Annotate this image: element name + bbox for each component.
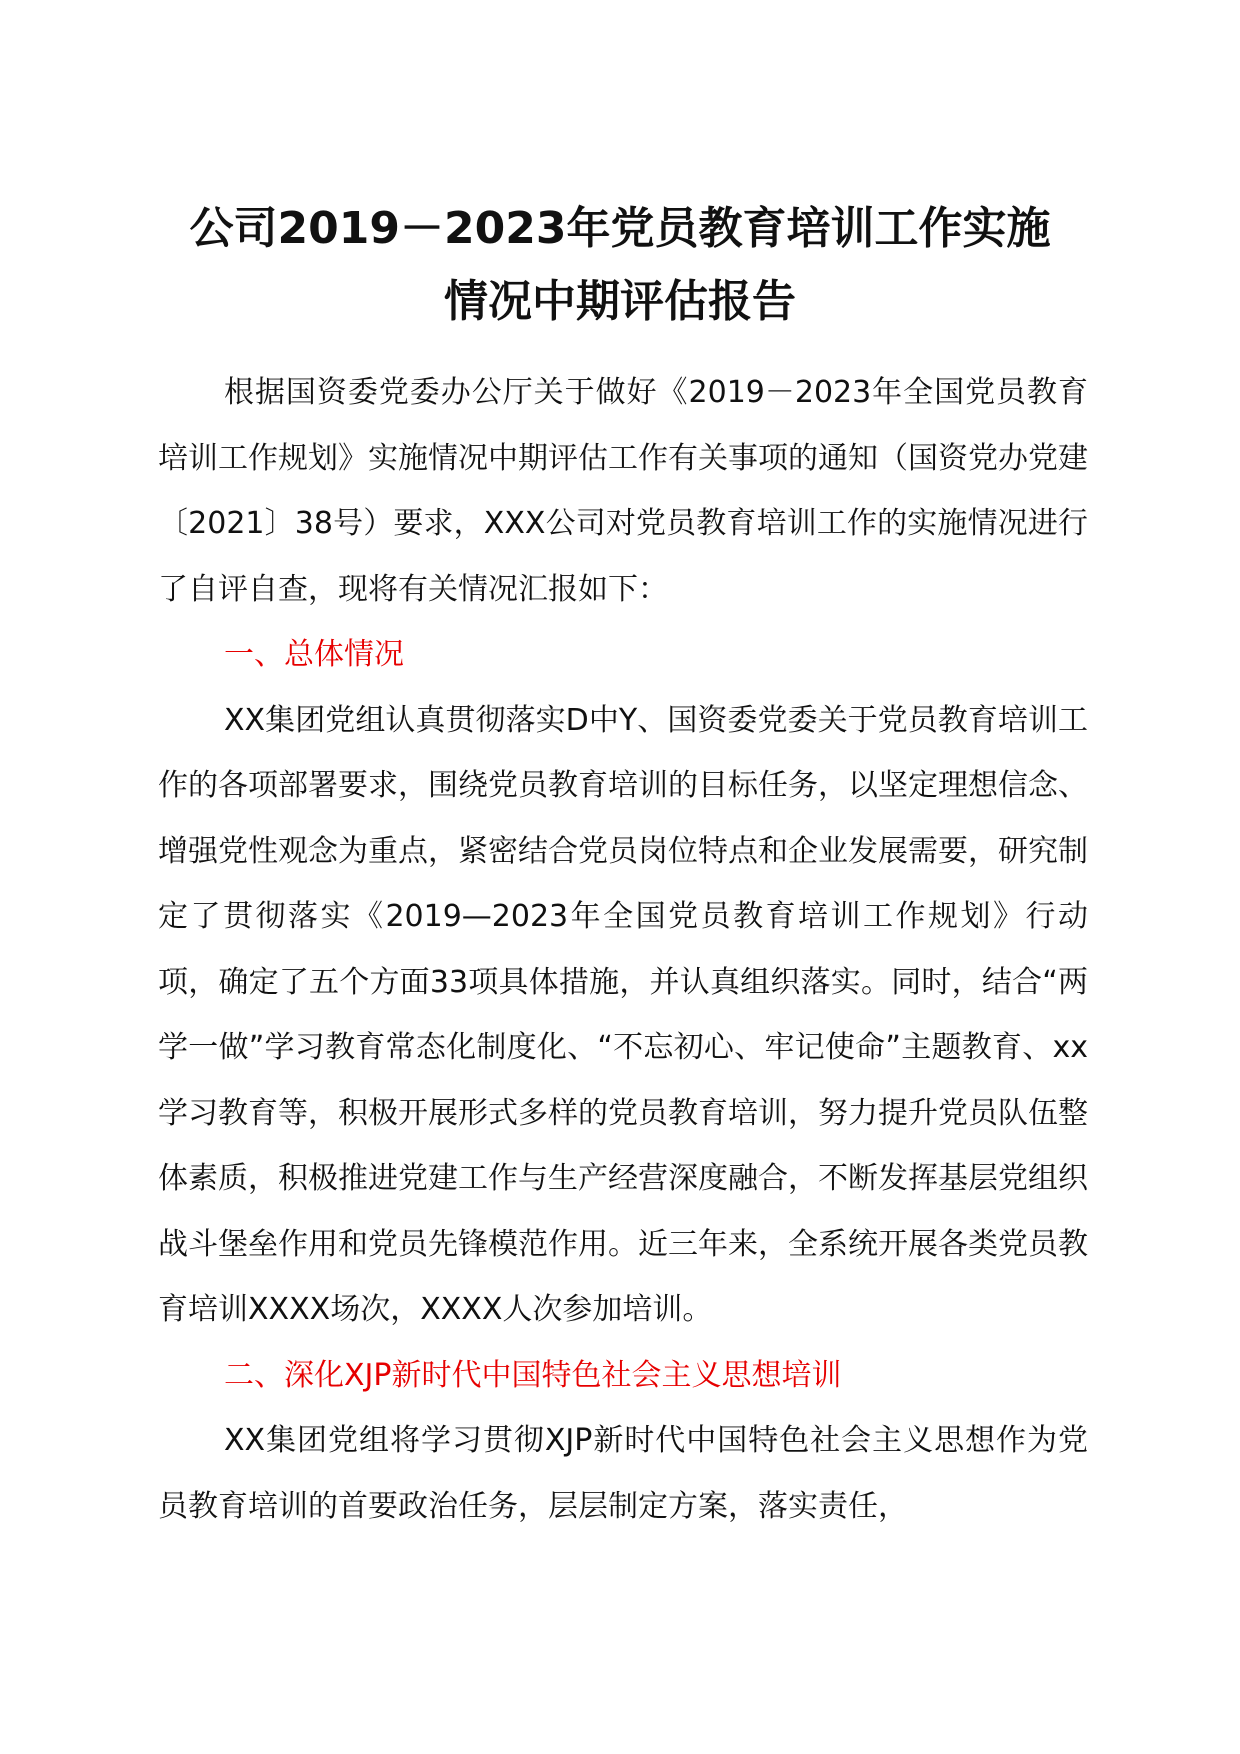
document-body <box>158 360 1088 1539</box>
section-heading-2: 二、深化XJP新时代中国特色社会主义思想培训 <box>224 1357 842 1393</box>
section-paragraph-1: XX集团党组认真贯彻落实D中Y、国资委党委关于党员教育培训工作的各项部署要求，围绕党员教育培训的目标任务，以坚定理想信念、增强党性观念为重点，紧密结合党员岗位特点和企业发展需要，研究制定了贯彻落实《2019—2023年全国党员教育培训工作规划》行动项，确定了五个方面33项具体措施，并认真组织落实。同时，结合“两学一做”学习教育常态化制度化、“不忘初心、牢记使命”主题教育、xx学习教育等，积极开展形式多样的党员教育培训，努力提升党员队伍整体素质，积极推进党建工作与生产经营深度融合，不断发挥基层党组织战斗堡垒作用和党员先锋模范作用。近三年来，全系统开展各类党员教育培训XXXX场次，XXXX人次参加培训。 <box>158 702 1088 1327</box>
document-title <box>150 192 1090 338</box>
intro-paragraph: 根据国资委党委办公厅关于做好《2019－2023年全国党员教育培训工作规划》实施情况中期评估工作有关事项的通知（国资党办党建〔2021〕38号）要求，XXX公司对党员教育培训工作的实施情况进行了自评自查，现将有关情况汇报如下： <box>158 375 1088 607</box>
title-line-1: 公司2019－2023年党员教育培训工作实施 <box>189 203 1051 254</box>
section-paragraph-2: XX集团党组将学习贯彻XJP新时代中国特色社会主义思想作为党员教育培训的首要政治任务，层层制定方案，落实责任， <box>158 1423 1088 1524</box>
section-heading-1: 一、总体情况 <box>224 637 404 672</box>
title-line-2: 情况中期评估报告 <box>444 276 796 327</box>
